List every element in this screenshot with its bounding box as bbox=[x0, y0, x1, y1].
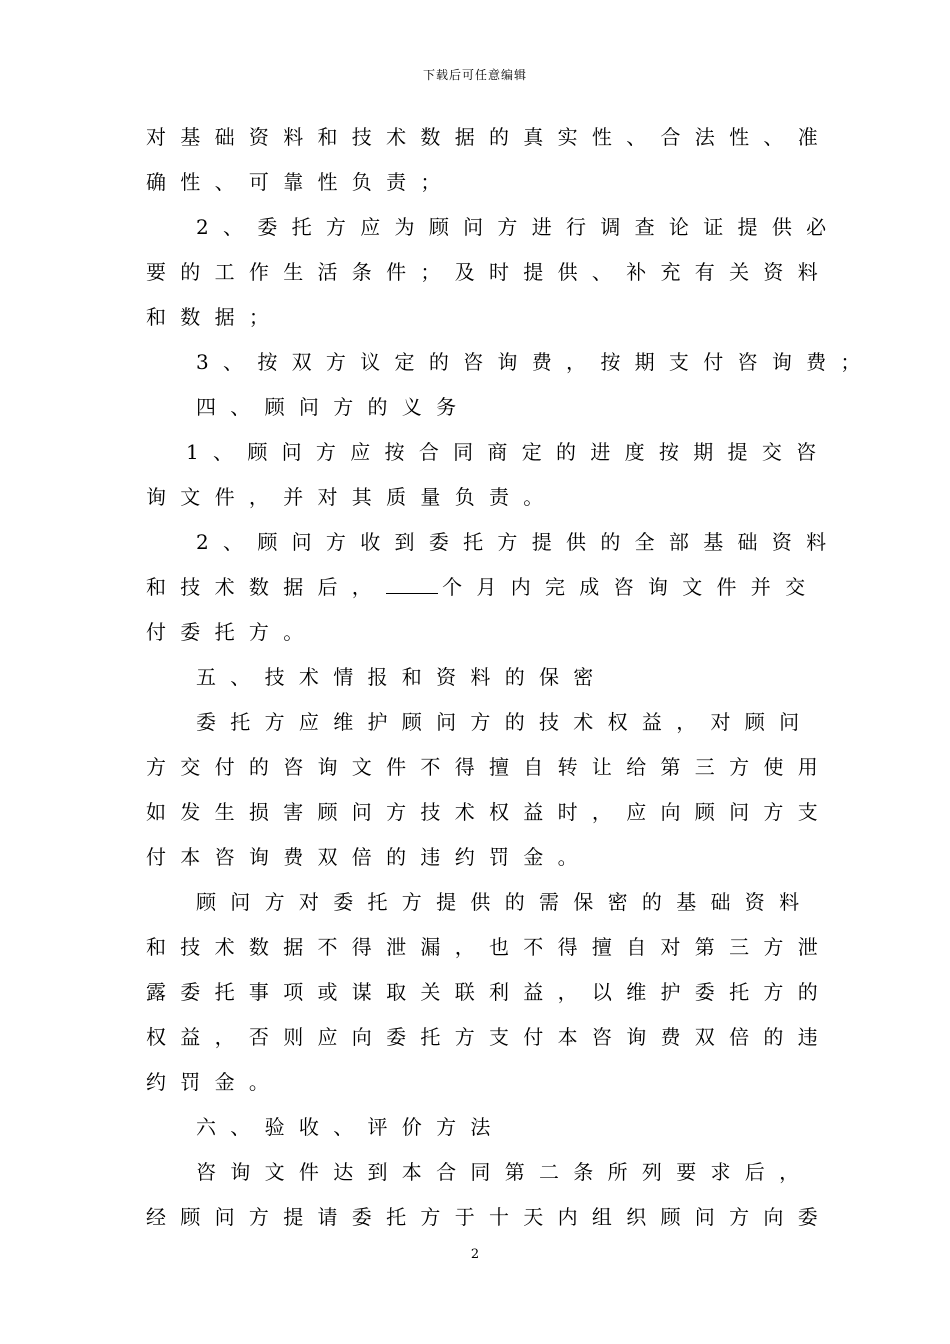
body-line: 2、委托方应为顾问方进行调查论证提供必 bbox=[196, 215, 841, 239]
body-line: 付本咨询费双倍的违约罚金。 bbox=[146, 845, 592, 869]
body-line: 付委托方。 bbox=[146, 620, 318, 644]
body-line: 约罚金。 bbox=[146, 1070, 284, 1094]
body-line: 方交付的咨询文件不得擅自转让给第三方使用 bbox=[146, 755, 832, 779]
section-heading: 六、验收、评价方法 bbox=[196, 1115, 505, 1139]
page-header: 下载后可任意编辑 bbox=[422, 68, 527, 82]
body-text: 个月内完成咨询文件并交 bbox=[442, 575, 820, 599]
body-line: 要的工作生活条件；及时提供、补充有关资料 bbox=[146, 260, 832, 284]
page-number: 2 bbox=[470, 1247, 480, 1262]
body-text: 和技术数据后， bbox=[146, 575, 387, 599]
body-line: 2、顾问方收到委托方提供的全部基础资料 bbox=[196, 530, 841, 554]
body-line: 委托方应维护顾问方的技术权益，对顾问 bbox=[196, 710, 814, 734]
body-line: 经顾问方提请委托方于十天内组织顾问方向委 bbox=[146, 1205, 832, 1229]
body-line: 露委托事项或谋取关联利益，以维护委托方的 bbox=[146, 980, 832, 1004]
body-line: 权益，否则应向委托方支付本咨询费双倍的违 bbox=[146, 1025, 832, 1049]
section-heading: 五、技术情报和资料的保密 bbox=[196, 665, 608, 689]
body-line: 确性、可靠性负责； bbox=[146, 170, 455, 194]
body-line: 对基础资料和技术数据的真实性、合法性、准 bbox=[146, 125, 832, 149]
body-line: 和技术数据不得泄漏，也不得擅自对第三方泄 bbox=[146, 935, 832, 959]
fill-in-blank bbox=[386, 575, 438, 594]
section-heading: 四、顾问方的义务 bbox=[196, 395, 471, 419]
body-line: 顾问方对委托方提供的需保密的基础资料 bbox=[196, 890, 814, 914]
body-line: 询文件，并对其质量负责。 bbox=[146, 485, 558, 509]
body-line: 1、顾问方应按合同商定的进度按期提交咨 bbox=[186, 440, 831, 464]
body-line-with-blank bbox=[146, 575, 819, 599]
body-line: 如发生损害顾问方技术权益时，应向顾问方支 bbox=[146, 800, 832, 824]
body-line: 咨询文件达到本合同第二条所列要求后， bbox=[196, 1160, 814, 1184]
body-line: 和数据； bbox=[146, 305, 284, 329]
body-line: 3、按双方议定的咨询费，按期支付咨询费； bbox=[196, 350, 875, 374]
